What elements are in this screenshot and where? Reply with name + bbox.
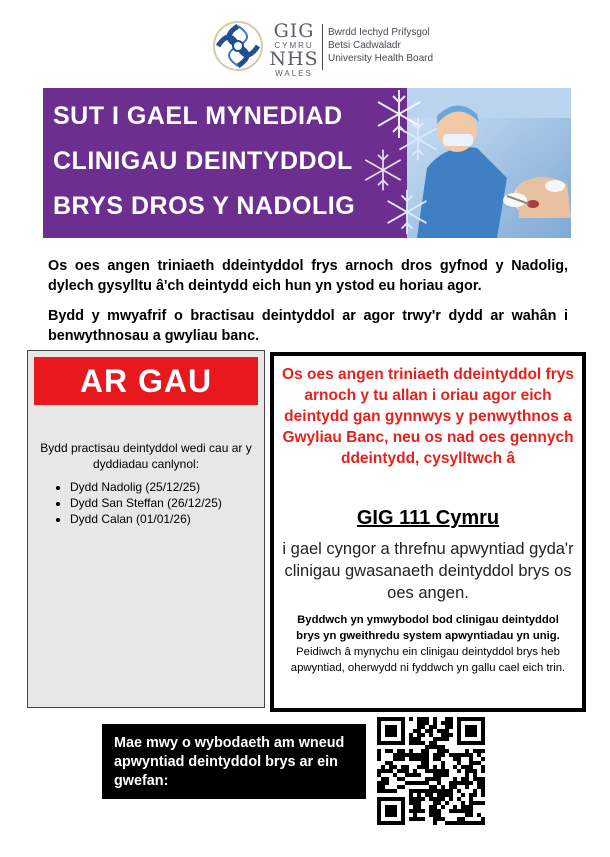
intro-text <box>48 256 568 356</box>
appointment-note-bold: Byddwch yn ymwybodol bod clinigau deintyddol brys yn gweithredu system apwyntiadau yn unig. <box>296 614 560 642</box>
banner-title <box>53 94 413 229</box>
more-info-text: Mae mwy o wybodaeth am wneud apwyntiad deintyddol brys ar ein gwefan: <box>114 735 345 789</box>
list-item: • Dydd San Steffan (26/12/25) <box>70 495 270 511</box>
logo-org-name <box>328 26 433 65</box>
logo-gig: GIG <box>273 20 315 42</box>
logo-org-line: Bwrdd Iechyd Prifysgol <box>328 27 430 38</box>
out-of-hours-box <box>270 352 586 712</box>
closed-dates-list <box>40 479 270 527</box>
closed-text: Bydd practisau deintyddol wedi cau ar y dyddiadau canlynol: <box>40 441 252 471</box>
service-description: i gael cyngor a threfnu apwyntiad gyda'r clinigau gwasanaeth deintyddol brys os oes angen. <box>282 540 574 602</box>
snowflake-icon <box>383 188 431 236</box>
celtic-knot-icon <box>212 20 264 72</box>
snowflake-icon <box>361 148 405 192</box>
logo-org-line: Betsi Cadwaladr <box>328 40 401 51</box>
logo-nhs: NHS <box>269 48 319 70</box>
out-of-hours-text: Os oes angen triniaeth ddeintyddol frys arnoch y tu allan i oriau agor eich deintydd gan gynnwys y penwythnos a Gwyliau Banc, neu os nad oes gennych ddeintydd, cysylltwch â <box>282 366 574 467</box>
list-item: • Dydd Calan (01/01/26) <box>70 511 270 527</box>
intro-paragraph: Bydd y mwyafrif o bractisau deintyddol ar agor trwy'r dydd ar wahân i benwythnosau a gwyliau banc. <box>48 308 568 344</box>
service-name: GIG 111 Cymru <box>356 507 500 529</box>
appointment-note <box>286 612 570 676</box>
more-info-box <box>102 724 366 799</box>
logo-wales: WALES <box>275 69 313 78</box>
intro-paragraph: Os oes angen triniaeth ddeintyddol frys arnoch dros gyfnod y Nadolig, dylech gysylltu â'ch deintydd eich hun yn ystod eu horiau agor. <box>48 258 568 294</box>
nhs-logo <box>212 20 462 78</box>
list-item: • Dydd Nadolig (25/12/25) <box>70 479 270 495</box>
gig-nhs-wordmark <box>268 22 320 78</box>
dentist-photo <box>407 88 571 238</box>
banner-title-line: CLINIGAU DEINTYDDOL <box>53 147 353 175</box>
closed-dates-box <box>27 350 265 708</box>
logo-cymru: CYMRU <box>274 41 314 50</box>
qr-code-icon[interactable] <box>377 717 485 825</box>
banner-title-line: SUT I GAEL MYNEDIAD <box>53 102 343 130</box>
logo-org-line: University Health Board <box>328 53 434 64</box>
title-banner <box>43 88 571 238</box>
banner-title-line: BRYS DROS Y NADOLIG <box>53 192 356 220</box>
appointment-note-regular: Peidiwch â mynychu ein clinigau deintyddol brys heb apwyntiad, oherwydd ni fyddwch yn gallu cael eich trin. <box>290 646 566 674</box>
closed-heading: AR GAU <box>34 357 258 405</box>
logo-divider <box>322 24 323 70</box>
